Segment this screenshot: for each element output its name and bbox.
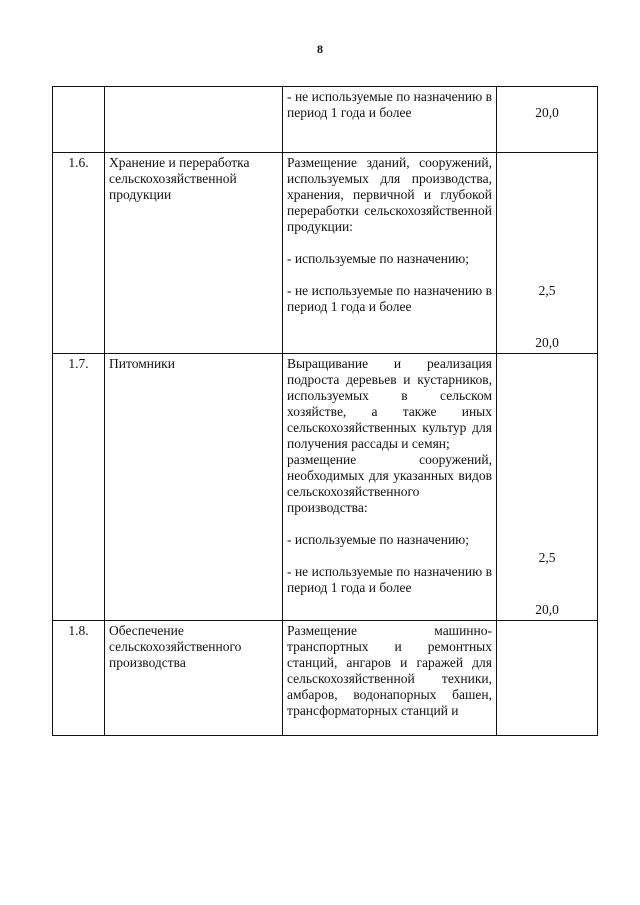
row-description	[283, 87, 497, 153]
row-name: Питомники	[105, 354, 283, 621]
table-row	[53, 87, 598, 153]
row-number: 1.7.	[53, 354, 105, 621]
row-rate	[497, 153, 598, 354]
rate-unused: 20,0	[535, 105, 559, 120]
row-name: Обеспечение сельскохозяйственного производства	[105, 621, 283, 736]
page-number: 8	[317, 42, 323, 56]
table-row	[53, 153, 598, 354]
regulation-table	[52, 86, 598, 736]
description-used: - используемые по назначению;	[287, 532, 470, 547]
row-description	[283, 153, 497, 354]
rate-unused: 20,0	[535, 602, 559, 617]
row-description	[283, 354, 497, 621]
row-number: 1.6.	[53, 153, 105, 354]
rate-used: 2,5	[538, 550, 556, 565]
rate-used: 2,5	[538, 283, 556, 298]
description-intro: Размещение машинно-транспортных и ремонтных станций, ангаров и гаражей для сельскохозяйственной техники, амбаров, водонапорных башен, трансформаторных станций и	[287, 623, 492, 718]
description-used: - используемые по назначению;	[287, 251, 470, 266]
table-row	[53, 354, 598, 621]
row-number	[53, 87, 105, 153]
description-unused: - не используемые по назначению в период 1 года и более	[287, 283, 492, 314]
description-intro: Размещение зданий, сооружений, используемых для производства, хранения, первичной и глубокой переработки сельскохозяйственной продукции:	[287, 155, 492, 234]
row-number: 1.8.	[53, 621, 105, 736]
description-intro: Выращивание и реализация подроста деревьев и кустарников, используемых в сельском хозяйстве, а также иных сельскохозяйственных культур для получения рассады и семян;	[287, 356, 492, 451]
rate-unused: 20,0	[535, 335, 559, 350]
row-name: Хранение и переработка сельскохозяйственной продукции	[105, 153, 283, 354]
row-rate	[497, 354, 598, 621]
row-name	[105, 87, 283, 153]
description-unused: - не используемые по назначению в период 1 года и более	[287, 564, 492, 595]
description-intro-2: размещение сооружений, необходимых для указанных видов сельскохозяйственного производства:	[287, 452, 492, 515]
row-rate	[497, 621, 598, 736]
row-rate	[497, 87, 598, 153]
row-description	[283, 621, 497, 736]
description-unused: - не используемые по назначению в период 1 года и более	[287, 89, 492, 120]
table-row	[53, 621, 598, 736]
